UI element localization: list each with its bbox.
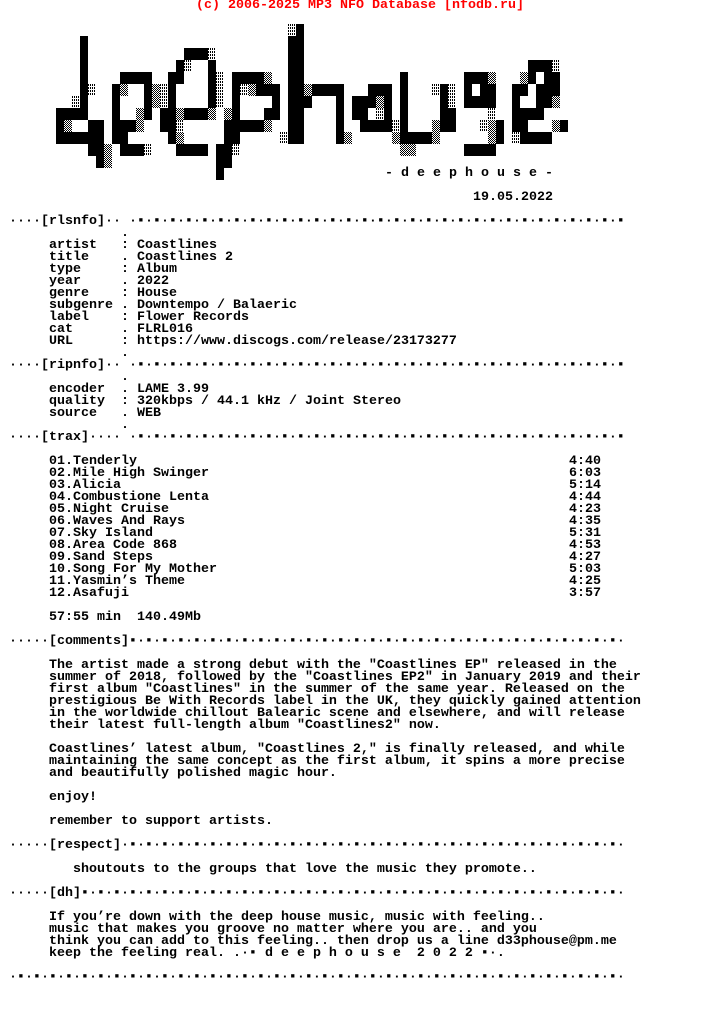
- logo-block: [56, 108, 88, 120]
- logo-block: [336, 108, 344, 120]
- info-row: [1, 252, 233, 264]
- logo-block: [280, 132, 288, 144]
- logo-block: [288, 84, 304, 96]
- logo-block: [232, 144, 240, 156]
- track-title: 07.Sky Island: [49, 526, 153, 541]
- logo-block: [240, 84, 248, 96]
- logo-block: [288, 108, 304, 120]
- track-title: 06.Waves And Rays: [49, 514, 185, 529]
- logo-block: [224, 120, 264, 132]
- track-duration: 4:44: [569, 490, 601, 505]
- logo-block: [264, 72, 272, 84]
- track-duration: 5:31: [569, 526, 601, 541]
- logo-block: [400, 144, 416, 156]
- logo-block: [168, 132, 176, 144]
- logo-block: [464, 84, 472, 96]
- comment-line: [1, 768, 337, 780]
- logo-block: [400, 72, 408, 84]
- info-key: label: [49, 310, 89, 325]
- logo-block: [56, 120, 64, 132]
- logo-block: [288, 132, 304, 144]
- track-duration: 4:53: [569, 538, 601, 553]
- section-dh-header: ·····[dh]▪·▪·▪·▪·▪·▪·▪·▪·▪·▪·▪·▪·▪·▪·▪·▪·▪·▪·▪·▪·▪·▪·▪·▪·▪·▪·▪·▪·▪·▪·▪·▪·▪·▪·: [1, 886, 625, 901]
- comment-enjoy: enjoy!: [49, 790, 97, 805]
- info-value: 2022: [137, 274, 169, 289]
- logo-block: [512, 96, 520, 108]
- footer-separator: ·▪·▪·▪·▪·▪·▪·▪·▪·▪·▪·▪·▪·▪·▪·▪·▪·▪·▪·▪·▪·▪·▪·▪·▪·▪·▪·▪·▪·▪·▪·▪·▪·▪·▪·▪·▪·▪·▪·: [1, 970, 625, 985]
- section-rlsnfo-header: ····[rlsnfo]·· ·▪·▪·▪·▪·▪·▪·▪·▪·▪·▪·▪·▪·▪·▪·▪·▪·▪·▪·▪·▪·▪·▪·▪·▪·▪·▪·▪·▪·▪·▪·▪: [1, 214, 625, 229]
- logo-block: [208, 96, 216, 108]
- logo-tagline: - d e e p h o u s e -: [385, 166, 553, 181]
- logo-block: [176, 60, 184, 72]
- logo-block: [120, 72, 152, 84]
- rip-key: source: [49, 406, 97, 421]
- info-separator: :: [121, 262, 129, 277]
- logo-block: [512, 132, 520, 144]
- section-comments-header: ·····[comments]▪·▪·▪·▪·▪·▪·▪·▪·▪·▪·▪·▪·▪·▪·▪·▪·▪·▪·▪·▪·▪·▪·▪·▪·▪·▪·▪·▪·▪·▪·▪·: [1, 634, 625, 649]
- logo-block: [336, 96, 344, 108]
- info-value: FLRL016: [137, 322, 193, 337]
- logo-block: [512, 84, 528, 96]
- info-separator: :: [121, 310, 129, 325]
- logo-block: [288, 60, 304, 72]
- logo-block: [488, 108, 496, 120]
- logo-block: [56, 132, 104, 144]
- logo-block: [488, 72, 496, 84]
- rip-value: LAME 3.99: [137, 382, 209, 397]
- respect-text: shoutouts to the groups that love the music they promote..: [73, 862, 537, 877]
- logo-block: [224, 108, 232, 120]
- logo-block: [232, 108, 240, 120]
- logo-block: [208, 84, 216, 96]
- logo-block: [496, 132, 504, 144]
- info-key: type: [49, 262, 81, 277]
- info-key: cat: [49, 322, 73, 337]
- logo-block: [560, 120, 568, 132]
- logo-block: [512, 108, 544, 120]
- logo-block: [144, 108, 152, 120]
- logo-block: [112, 96, 120, 108]
- info-value: Flower Records: [137, 310, 249, 325]
- deephouse-logo: [0, 0, 720, 190]
- logo-block: [168, 84, 176, 96]
- comment-line: [1, 720, 441, 732]
- logo-block: [256, 84, 280, 96]
- logo-block: [152, 84, 160, 96]
- logo-block: [96, 156, 104, 168]
- info-separator: :: [121, 286, 129, 301]
- dh-text: keep the feeling real. .·▪ d e e p h o u s e 2 0 2 2 ▪·.: [49, 946, 505, 961]
- info-value: Album: [137, 262, 177, 277]
- logo-block: [144, 144, 152, 156]
- info-key: year: [49, 274, 81, 289]
- track-duration: 4:23: [569, 502, 601, 517]
- comment-text: and beautifully polished magic hour.: [49, 766, 337, 781]
- logo-block: [464, 96, 496, 108]
- logo-block: [336, 132, 344, 144]
- track-title: 01.Tenderly: [49, 454, 137, 469]
- logo-block: [112, 120, 136, 132]
- logo-block: [176, 132, 184, 144]
- logo-block: [296, 24, 304, 36]
- info-separator: .: [121, 298, 129, 313]
- logo-block: [232, 96, 240, 108]
- logo-block: [480, 120, 488, 132]
- logo-block: [216, 144, 232, 156]
- logo-block: [400, 84, 408, 96]
- logo-block: [440, 96, 448, 108]
- logo-block: [488, 120, 496, 132]
- rip-row: [1, 408, 161, 420]
- logo-block: [80, 96, 88, 108]
- logo-block: [520, 132, 552, 144]
- info-value: Downtempo / Balaeric: [137, 298, 297, 313]
- logo-block: [264, 120, 272, 132]
- info-row: [1, 336, 457, 348]
- track-title: 11.Yasmin’s Theme: [49, 574, 185, 589]
- track-row: [1, 588, 601, 600]
- logo-block: [552, 96, 560, 108]
- logo-block: [344, 132, 352, 144]
- logo-block: [288, 24, 296, 36]
- rip-separator: .: [121, 406, 129, 421]
- logo-block: [112, 132, 128, 144]
- info-separator: .: [121, 322, 129, 337]
- rip-key: quality: [49, 394, 105, 409]
- info-value: Coastlines 2: [137, 250, 233, 265]
- info-separator: .: [121, 274, 129, 289]
- logo-block: [88, 120, 104, 132]
- comment-text: Coastlines’ latest album, "Coastlines 2," is finally released, and while: [49, 742, 625, 757]
- logo-block: [88, 144, 104, 156]
- rip-value: 320kbps / 44.1 kHz / Joint Stereo: [137, 394, 401, 409]
- logo-block: [104, 156, 112, 168]
- logo-block: [120, 84, 128, 96]
- logo-block: [288, 72, 304, 84]
- copyright-banner: (c) 2006-2025 MP3 NFO Database [nfodb.ru]: [196, 0, 524, 13]
- logo-block: [432, 84, 440, 96]
- info-key: subgenre: [49, 298, 113, 313]
- logo-block: [216, 96, 224, 108]
- comment-text: in the worldwide chillout Balearic scene and elsewhere, and will release: [49, 706, 625, 721]
- comment-remember: remember to support artists.: [49, 814, 273, 829]
- logo-block: [304, 84, 312, 96]
- logo-block: [176, 120, 184, 132]
- logo-block: [392, 120, 400, 132]
- logo-block: [288, 36, 304, 48]
- track-duration: 5:14: [569, 478, 601, 493]
- logo-block: [288, 120, 304, 132]
- track-title: 10.Song For My Mother: [49, 562, 217, 577]
- logo-block: [232, 72, 264, 84]
- logo-block: [80, 36, 88, 48]
- track-duration: 6:03: [569, 466, 601, 481]
- logo-block: [120, 144, 144, 156]
- logo-block: [144, 84, 152, 96]
- logo-block: [152, 96, 160, 108]
- logo-block: [384, 96, 392, 108]
- logo-block: [400, 96, 408, 108]
- track-duration: 5:03: [569, 562, 601, 577]
- logo-block: [432, 120, 440, 132]
- logo-block: [536, 84, 560, 96]
- logo-block: [208, 48, 216, 60]
- logo-block: [216, 84, 224, 96]
- logo-block: [536, 96, 552, 108]
- logo-block: [552, 60, 560, 72]
- logo-block: [208, 108, 216, 120]
- info-value: https://www.discogs.com/release/23173277: [137, 334, 457, 349]
- logo-block: [264, 108, 280, 120]
- track-title: 09.Sand Steps: [49, 550, 153, 565]
- logo-block: [520, 72, 528, 84]
- spacer-dot: .: [121, 418, 129, 433]
- logo-block: [336, 120, 344, 132]
- rip-separator: :: [121, 394, 129, 409]
- rip-value: WEB: [137, 406, 161, 421]
- logo-block: [160, 96, 168, 108]
- logo-block: [160, 120, 176, 132]
- info-key: URL: [49, 334, 73, 349]
- logo-block: [208, 72, 216, 84]
- comment-text: summer of 2018, followed by the "Coastlines EP2" in January 2019 and their: [49, 670, 641, 685]
- dh-text: music that makes you groove no matter where you are.. and you: [49, 922, 537, 937]
- info-value: House: [137, 286, 177, 301]
- logo-block: [440, 108, 456, 120]
- section-ripnfo-header: ····[ripnfo]·· ·▪·▪·▪·▪·▪·▪·▪·▪·▪·▪·▪·▪·▪·▪·▪·▪·▪·▪·▪·▪·▪·▪·▪·▪·▪·▪·▪·▪·▪·▪·▪: [1, 358, 625, 373]
- comment-text: maintaining the same concept as the first album, it spins a more precise: [49, 754, 625, 769]
- logo-block: [88, 84, 96, 96]
- logo-block: [440, 84, 448, 96]
- info-value: Coastlines: [137, 238, 217, 253]
- logo-block: [552, 120, 560, 132]
- logo-block: [464, 144, 496, 156]
- logo-block: [368, 84, 392, 96]
- spacer-dot: .: [121, 346, 129, 361]
- logo-block: [216, 156, 232, 168]
- logo-block: [352, 108, 368, 120]
- logo-block: [440, 120, 456, 132]
- logo-block: [384, 108, 392, 120]
- logo-block: [184, 108, 208, 120]
- info-separator: .: [121, 250, 129, 265]
- logo-block: [104, 144, 112, 156]
- logo-block: [288, 48, 304, 60]
- logo-block: [64, 120, 72, 132]
- logo-block: [400, 132, 432, 144]
- logo-block: [208, 60, 216, 72]
- info-separator: :: [121, 238, 129, 253]
- dh-text: think you can add to this feeling.. then drop us a line d33phouse@pm.me: [49, 934, 617, 949]
- track-duration: 4:27: [569, 550, 601, 565]
- logo-block: [184, 60, 192, 72]
- info-key: genre: [49, 286, 89, 301]
- track-duration: 3:57: [569, 586, 601, 601]
- logo-block: [480, 84, 496, 96]
- logo-block: [528, 72, 536, 84]
- logo-block: [176, 108, 184, 120]
- track-duration: 4:35: [569, 514, 601, 529]
- logo-block: [312, 84, 344, 96]
- info-separator: :: [121, 334, 129, 349]
- logo-block: [144, 96, 152, 108]
- comment-text: their latest full-length album "Coastlines2" now.: [49, 718, 441, 733]
- logo-block: [80, 72, 88, 84]
- dh-line: [1, 948, 505, 960]
- spacer-dot: .: [121, 370, 129, 385]
- logo-block: [136, 120, 144, 132]
- track-title: 02.Mile High Swinger: [49, 466, 209, 481]
- spacer-dot: .: [121, 226, 129, 241]
- logo-block: [248, 84, 256, 96]
- logo-block: [272, 96, 280, 108]
- track-title: 08.Area Code 868: [49, 538, 177, 553]
- logo-block: [448, 84, 456, 96]
- logo-block: [112, 108, 120, 120]
- logo-block: [448, 96, 456, 108]
- logo-block: [232, 84, 240, 96]
- logo-block: [288, 96, 312, 108]
- logo-block: [184, 48, 208, 60]
- comment-text: prestigious Be With Records label in the UK, they quickly gained attention: [49, 694, 641, 709]
- logo-block: [136, 108, 144, 120]
- logo-block: [488, 132, 496, 144]
- logo-block: [376, 96, 384, 108]
- logo-block: [432, 132, 440, 144]
- comment-text: first album "Coastlines" in the summer of the same year. Released on the: [49, 682, 625, 697]
- logo-block: [216, 72, 224, 84]
- logo-block: [168, 96, 176, 108]
- logo-block: [160, 84, 168, 96]
- logo-block: [400, 120, 408, 132]
- logo-block: [80, 48, 88, 60]
- logo-block: [400, 108, 408, 120]
- logo-block: [80, 84, 88, 96]
- logo-block: [160, 108, 176, 120]
- logo-block: [360, 120, 392, 132]
- info-key: title: [49, 250, 89, 265]
- section-respect-header: ·····[respect]·▪·▪·▪·▪·▪·▪·▪·▪·▪·▪·▪·▪·▪·▪·▪·▪·▪·▪·▪·▪·▪·▪·▪·▪·▪·▪·▪·▪·▪·▪·▪·: [1, 838, 625, 853]
- logo-block: [392, 132, 400, 144]
- track-title: 04.Combustione Lenta: [49, 490, 209, 505]
- release-date: 19.05.2022: [473, 190, 553, 205]
- logo-block: [72, 96, 80, 108]
- rip-separator: .: [121, 382, 129, 397]
- rip-key: encoder: [49, 382, 105, 397]
- logo-block: [376, 108, 384, 120]
- logo-block: [464, 72, 488, 84]
- section-trax-header: ····[trax]···· ·▪·▪·▪·▪·▪·▪·▪·▪·▪·▪·▪·▪·▪·▪·▪·▪·▪·▪·▪·▪·▪·▪·▪·▪·▪·▪·▪·▪·▪·▪·▪: [1, 430, 625, 445]
- logo-block: [496, 120, 504, 132]
- logo-block: [112, 84, 120, 96]
- logo-block: [544, 72, 560, 84]
- totals: 57:55 min 140.49Mb: [49, 610, 201, 625]
- logo-block: [176, 144, 208, 156]
- dh-text: If you’re down with the deep house music, music with feeling..: [49, 910, 545, 925]
- track-title: 12.Asafuji: [49, 586, 129, 601]
- logo-block: [80, 60, 88, 72]
- track-title: 03.Alicia: [49, 478, 121, 493]
- track-title: 05.Night Cruise: [49, 502, 169, 517]
- comment-text: The artist made a strong debut with the "Coastlines EP" released in the: [49, 658, 617, 673]
- info-key: artist: [49, 238, 97, 253]
- track-duration: 4:25: [569, 574, 601, 589]
- logo-block: [528, 60, 552, 72]
- logo-block: [352, 96, 376, 108]
- track-duration: 4:40: [569, 454, 601, 469]
- logo-block: [168, 72, 184, 84]
- logo-block: [512, 120, 528, 132]
- logo-block: [224, 132, 240, 144]
